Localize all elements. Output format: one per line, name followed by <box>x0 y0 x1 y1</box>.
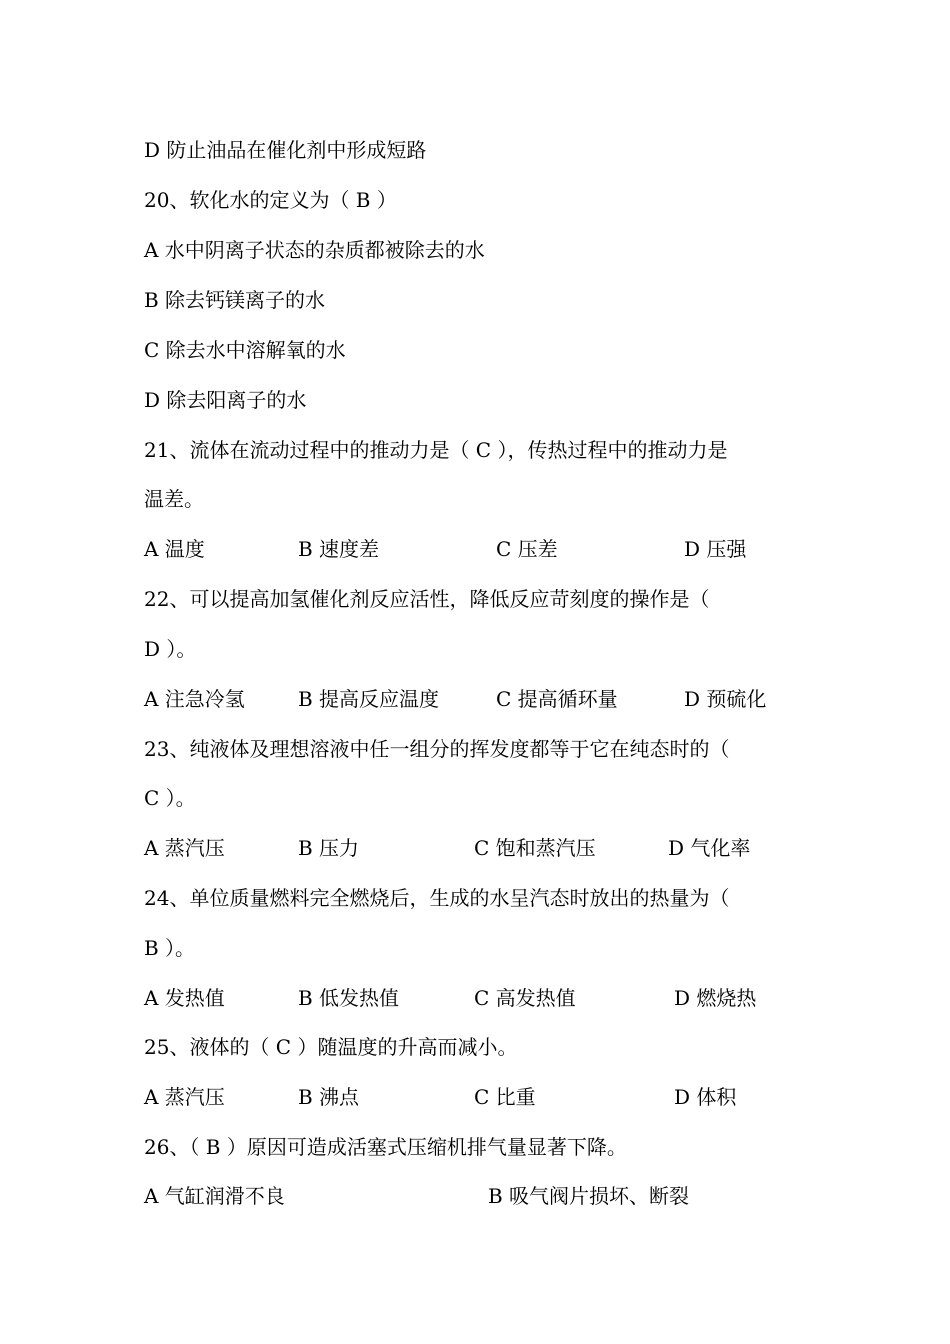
option-a: A 注急冷氢 <box>144 687 245 711</box>
question-23-continued: C ）。 <box>144 786 196 810</box>
option-d: D 体积 <box>674 1085 737 1109</box>
question-20: 20、软化水的定义为（ B ） <box>144 188 397 212</box>
option-c: C 比重 <box>474 1085 536 1109</box>
option-line: B 除去钙镁离子的水 <box>144 288 326 312</box>
option-c: C 高发热值 <box>474 986 576 1010</box>
option-c: C 饱和蒸汽压 <box>474 836 596 860</box>
options-row <box>144 534 824 564</box>
option-b: B 低发热值 <box>298 986 400 1010</box>
option-b: B 提高反应温度 <box>298 687 440 711</box>
question-22: 22、可以提高加氢催化剂反应活性，降低反应苛刻度的操作是（ <box>144 587 710 611</box>
question-21-continued: 温差。 <box>144 487 204 511</box>
options-row <box>144 1082 824 1112</box>
option-line: D 除去阳离子的水 <box>144 388 307 412</box>
option-b: B 速度差 <box>298 537 380 561</box>
question-24: 24、单位质量燃料完全燃烧后，生成的水呈汽态时放出的热量为（ <box>144 886 730 910</box>
option-line: C 除去水中溶解氧的水 <box>144 338 346 362</box>
question-26: 26、（ B ）原因可造成活塞式压缩机排气量显著下降。 <box>144 1135 627 1159</box>
option-d: D 燃烧热 <box>674 986 757 1010</box>
question-24-continued: B ）。 <box>144 936 196 960</box>
question-25: 25、液体的（ C ）随温度的升高而减小。 <box>144 1035 518 1059</box>
question-21: 21、流体在流动过程中的推动力是（ C ），传热过程中的推动力是 <box>144 438 728 462</box>
option-a: A 温度 <box>144 537 205 561</box>
option-d: D 预硫化 <box>684 687 767 711</box>
options-row <box>144 684 824 714</box>
options-row <box>144 1181 824 1211</box>
option-a: A 发热值 <box>144 986 225 1010</box>
option-a: A 气缸润滑不良 <box>144 1184 285 1208</box>
option-b: B 沸点 <box>298 1085 360 1109</box>
option-b: B 压力 <box>298 836 360 860</box>
option-c: C 提高循环量 <box>496 687 618 711</box>
option-b: B 吸气阀片损坏、断裂 <box>488 1184 690 1208</box>
question-22-continued: D ）。 <box>144 637 197 661</box>
option-d: D 气化率 <box>668 836 751 860</box>
answer-line: D 防止油品在催化剂中形成短路 <box>144 138 427 162</box>
option-d: D 压强 <box>684 537 747 561</box>
option-a: A 蒸汽压 <box>144 1085 225 1109</box>
option-line: A 水中阴离子状态的杂质都被除去的水 <box>144 238 485 262</box>
options-row <box>144 983 824 1013</box>
options-row <box>144 833 824 863</box>
option-a: A 蒸汽压 <box>144 836 225 860</box>
question-23: 23、纯液体及理想溶液中任一组分的挥发度都等于它在纯态时的（ <box>144 737 730 761</box>
option-c: C 压差 <box>496 537 558 561</box>
